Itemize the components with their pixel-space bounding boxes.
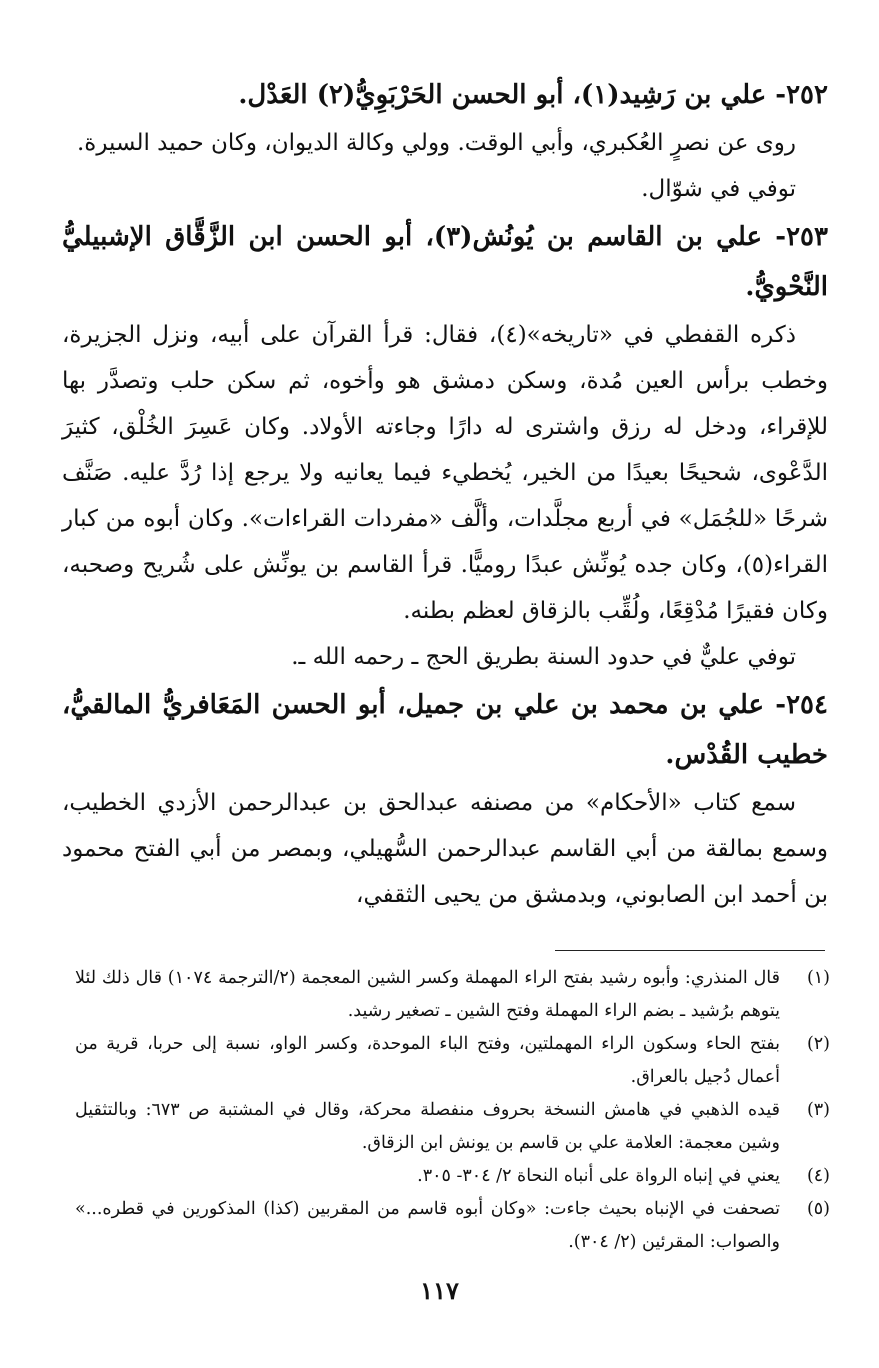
footnote-number: (٣) [806,1100,830,1120]
footnote [75,1028,830,1094]
footnote-text: قال المنذري: وأبوه رشيد بفتح الراء المهملة وكسر الشين المعجمة (٢/الترجمة ١٠٧٤) قال ذلك لئلا يتوهم برُشيد ـ بضم الراء المهملة وفتح الشين ـ تصغير رشيد. [75,968,780,1021]
entry-254-paragraph: سمع كتاب «الأحكام» من مصنفه عبدالحق بن عبدالرحمن الأزدي الخطيب، وسمع بمالقة من أبي القاسم عبدالرحمن السُّهيلي، وبمصر من أبي الفتح محمود بن أحمد ابن الصابوني، وبدمشق من يحيى الثقفي، [62,790,828,908]
footnote [75,962,830,1028]
entry-252-death: توفي في شوّال. [641,176,796,202]
footnote-number: (٥) [806,1199,830,1219]
entry-253-heading: ٢٥٣- علي بن القاسم بن يُونُش(٣)، أبو الحسن ابن الزَّقَّاق الإشبيليُّ النَّحْويُّ. [62,222,828,302]
footnote-text: تصحفت في الإنباه بحيث جاءت: «وكان أبوه قاسم من المقربين (كذا) المذكورين في قطره...» والصواب: المقرئين (٢/ ٣٠٤). [75,1199,780,1252]
footnote-number: (١) [806,968,830,988]
footnote-text: قيده الذهبي في هامش النسخة بحروف منفصلة محركة، وقال في المشتبة ص ٦٧٣: وبالتثقيل وشين معجمة: العلامة علي بن قاسم بن يونش ابن الزقاق. [75,1100,780,1153]
footnote [75,1193,830,1259]
footnote-divider [555,950,825,951]
footnote-number: (٢) [806,1034,830,1054]
footnotes [75,962,830,1259]
page-number: ١١٧ [420,1276,459,1305]
entry-254-heading: ٢٥٤- علي بن محمد بن علي بن جميل، أبو الحسن المَعَافريُّ المالقيُّ، خطيب القُدْس. [62,690,828,770]
footnote [75,1094,830,1160]
entry-253-death: توفي عليٌّ في حدود السنة بطريق الحج ـ رحمه الله ـ. [291,644,796,670]
footnote [75,1160,830,1193]
entry-252-heading: ٢٥٢- علي بن رَشِيد(١)، أبو الحسن الحَرْبَوِيُّ(٢) العَدْل. [238,80,828,110]
entry-253-paragraph: ذكره القفطي في «تاريخه»(٤)، فقال: قرأ القرآن على أبيه، ونزل الجزيرة، وخطب برأس العين مُدة، وسكن دمشق هو وأخوه، ثم سكن حلب وتصدَّر بها للإقراء، ودخل له رزق واشترى له دارًا وجاءته الأولاد. وكان عَسِرَ الخُلْق، كثيرَ الدَّعْوى، شحيحًا بعيدًا من الخير، يُخطيء فيما يعانيه ولا يرجع إذا رُدَّ عليه. صَنَّف شرحًا «للجُمَل» في أربع مجلَّدات، وألَّف «مفردات القراءات». وكان أبوه من كبار القراء(٥)، وكان جده يُونِّش عبدًا روميًّا. قرأ القاسم بن يونِّش على شُريح وصحبه، وكان فقيرًا مُدْقِعًا، ولُقِّب بالزقاق لعظم بطنه. [62,322,828,624]
footnote-text: يعني في إنباه الرواة على أنباه النحاة ٢/ ٣٠٤- ٣٠٥. [417,1166,780,1186]
footnote-number: (٤) [806,1166,830,1186]
main-text [62,70,828,918]
footnote-text: بفتح الحاء وسكون الراء المهملتين، وفتح الباء الموحدة، وكسر الواو، نسبة إلى حربا، قرية من أعمال دُجيل بالعراق. [75,1034,780,1087]
entry-252-paragraph: روى عن نصرٍ العُكبري، وأبي الوقت. وولي وكالة الديوان، وكان حميد السيرة. [76,130,796,156]
